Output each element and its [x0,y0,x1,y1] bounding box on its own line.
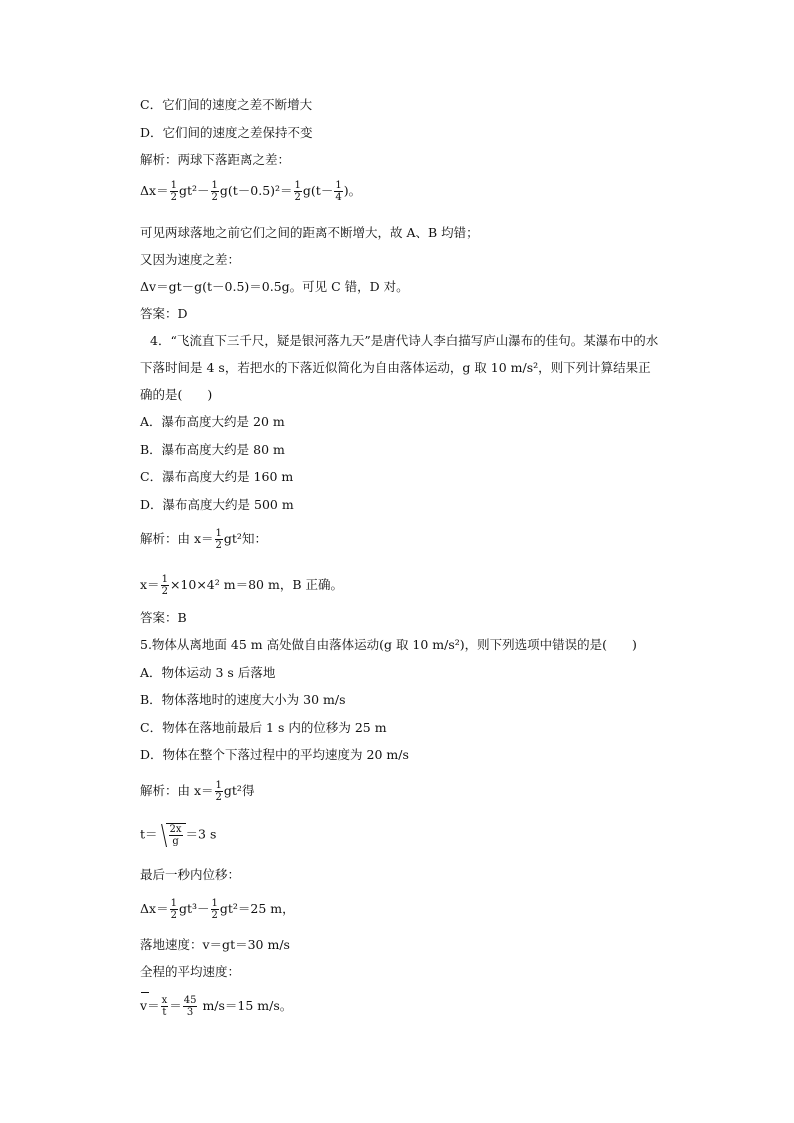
q5-option-d: D．物体在整个下落过程中的平均速度为 20 m/s [140,747,409,762]
q3-equation-1: Δx＝ $\frac{1}{2}$ gt²－ $\frac{1}{2}$ g(t－0.5)²＝ $\frac{1}{2}$ g(t－ $\frac{1}{4}$ )。 [140,180,362,203]
q4-analysis: 解析：由 x＝ $\frac{1}{2}$ gt²知： [140,528,267,551]
q4-stem: 4．“飞流直下三千尺，疑是银河落九天”是唐代诗人李白描写庐山瀑布的佳句。某瀑布中的水下落时间是 4 s，若把水的下落近似简化为自由落体运动，g 取 10 m/s²，则下列计算结果正确的是( ) [140,333,659,402]
q5-landing-speed: 落地速度：v＝gt＝30 m/s [140,937,290,952]
q5-average-label: 全程的平均速度： [140,964,241,979]
q3-option-d: D．它们间的速度之差保持不变 [140,125,313,140]
q3-option-c: C．它们间的速度之差不断增大 [140,97,313,112]
q4-option-d: D．瀑布高度大约是 500 m [140,497,294,512]
q3-text-2: 又因为速度之差： [140,252,241,267]
q5-average-equation: v＝ $\frac{x}{t}$ ＝ $\frac{45}{3}$ m/s＝15 m/s。 [140,995,293,1018]
square-root: $\frac{2x}{g}$ [166,823,186,847]
q4-equation: x＝ $\frac{1}{2}$ ×10×4² m＝80 m，B 正确。 [140,574,343,597]
q5-option-c: C．物体在落地前最后 1 s 内的位移为 25 m [140,720,387,735]
q5-displacement-equation: Δx＝ $\frac{1}{2}$ gt³－ $\frac{1}{2}$ gt²＝25 m， [140,898,295,921]
q3-analysis-label: 解析：两球下落距离之差： [140,152,291,167]
q5-last-second-label: 最后一秒内位移： [140,867,241,882]
average-velocity-symbol: v [140,998,148,1013]
q5-option-a: A．物体运动 3 s 后落地 [140,665,276,680]
q3-equation-2: Δv＝gt－g(t－0.5)＝0.5g。可见 C 错，D 对。 [140,279,409,294]
q5-analysis: 解析：由 x＝ $\frac{1}{2}$ gt²得 [140,780,255,803]
q4-option-a: A．瀑布高度大约是 20 m [140,414,285,429]
q3-answer: 答案：D [140,306,188,321]
q4-answer: 答案：B [140,610,187,625]
q5-option-b: B．物体落地时的速度大小为 30 m/s [140,692,346,707]
q3-text-1: 可见两球落地之前它们之间的距离不断增大，故 A、B 均错； [140,225,479,240]
q4-option-c: C．瀑布高度大约是 160 m [140,469,294,484]
q4-option-b: B．瀑布高度大约是 80 m [140,442,285,457]
q5-time-equation: t＝ $\frac{2x}{g}$ ＝3 s [140,824,217,847]
q5-stem: 5.物体从离地面 45 m 高处做自由落体运动(g 取 10 m/s²)，则下列选项中错误的是( ) [140,637,637,652]
